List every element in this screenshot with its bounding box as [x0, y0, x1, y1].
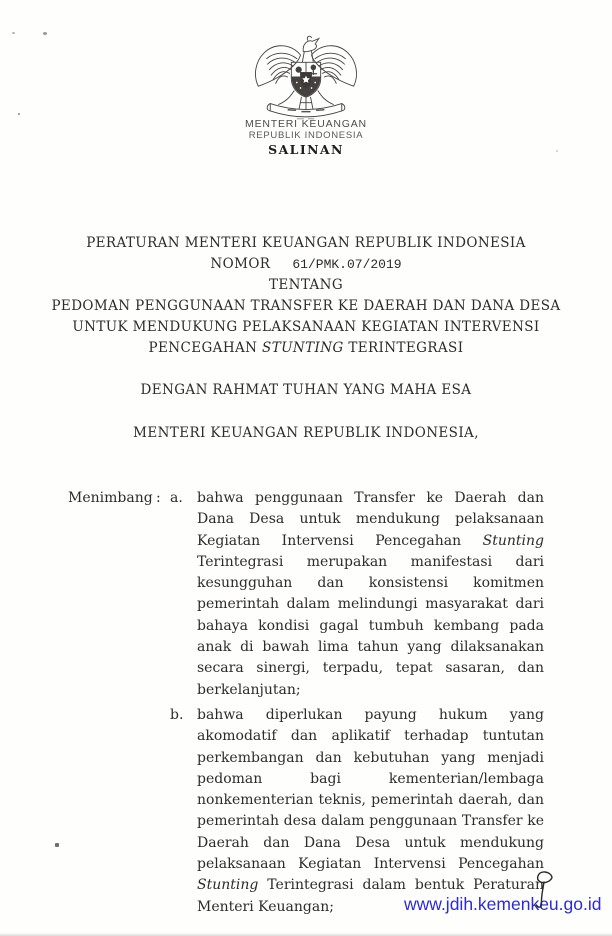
subject-line3: PENCEGAHAN STUNTING TERINTEGRASI	[148, 340, 464, 356]
considerations-colon: :	[156, 490, 161, 506]
ministry-name-line2: REPUBLIK INDONESIA	[248, 130, 364, 141]
garuda-pancasila-emblem	[251, 30, 361, 124]
title-line1: PERATURAN MENTERI KEUANGAN REPUBLIK INDONESIA	[86, 235, 526, 251]
ministry-name-line1: MENTERI KEUANGAN	[245, 118, 367, 130]
ministry-caption	[0, 118, 612, 157]
item-marker: a.	[170, 490, 183, 506]
considerations-items	[170, 488, 546, 922]
copy-stamp: SALINAN	[268, 142, 344, 157]
item-marker: b.	[170, 706, 184, 723]
considerations-section	[68, 488, 546, 922]
item-text: bahwa penggunaan Transfer ke Daerah dan Dana Desa untuk mendukung pelaksanaan Kegiatan Intervensi Pencegahan Stunting Terintegrasi merupakan manifestasi dari kesungguhan dan konsistensi komitmen pemerintah dalam melindungi masyarakat dari bahaya kondisi gagal tumbuh kembang pada anak di bawah lima tahun yang dilaksanakan secara sinergi, terpadu, tepat sasaran, dan berkelanjutan;	[197, 490, 544, 698]
item-text: bahwa diperlukan payung hukum yang akomodatif dan aplikatif terhadap tuntutan perkembangan dan kebutuhan yang menjadi pedoman bagi kementerian/lembaga nonkementerian teknis, pemerintah daerah, dan pemerintah desa dalam penggunaan Transfer ke Daerah dan Dana Desa untuk mendukung pelaksanaan Kegiatan Intervensi Pencegahan Stunting Terintegrasi dalam bentuk Peraturan Menteri Keuangan;	[197, 706, 544, 915]
tentang-label: TENTANG	[268, 277, 344, 293]
consideration-item-a	[170, 488, 546, 701]
title-nomor-line	[0, 254, 612, 275]
scan-speck	[12, 32, 15, 34]
emblem-wrap	[0, 30, 612, 128]
handwritten-initial-mark	[528, 869, 558, 913]
scan-speck	[43, 32, 47, 35]
authority-line: MENTERI KEUANGAN REPUBLIK INDONESIA,	[133, 425, 479, 441]
subject-line1: PEDOMAN PENGGUNAAN TRANSFER KE DAERAH DAN DANA DESA	[51, 298, 561, 314]
scan-speck	[18, 113, 20, 115]
subject-line2: UNTUK MENDUKUNG PELAKSANAAN KEGIATAN INTERVENSI	[72, 319, 540, 335]
nomor-value: 61/PMK.07/2019	[292, 257, 402, 272]
invocation-line: DENGAN RAHMAT TUHAN YANG MAHA ESA	[140, 382, 472, 398]
considerations-row	[68, 488, 546, 922]
scan-speck	[556, 150, 558, 152]
scan-speck	[55, 843, 59, 847]
jdih-watermark: www.jdih.kemenkeu.go.id	[404, 894, 602, 914]
regulation-title	[0, 233, 612, 359]
considerations-label: Menimbang	[68, 490, 153, 506]
consideration-item-b	[170, 705, 546, 918]
nomor-label: NOMOR	[210, 256, 271, 272]
